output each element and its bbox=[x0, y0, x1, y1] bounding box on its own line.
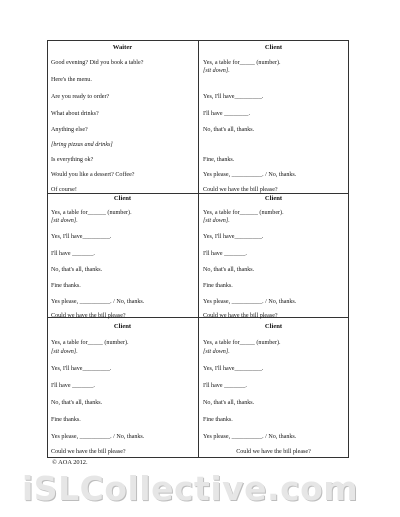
dialogue-line: Would you like a dessert? Coffee? bbox=[51, 172, 135, 178]
dialogue-line: Anything else? bbox=[51, 127, 88, 133]
dialogue-line: No, that's all, thanks. bbox=[51, 400, 103, 406]
dialogue-line: Good evening? Did you book a table? bbox=[51, 60, 144, 66]
dialogue-line: Could we have the bill please? bbox=[236, 449, 311, 455]
cell-title: Client bbox=[113, 195, 132, 202]
dialogue-line: I'll have ________. bbox=[203, 111, 250, 117]
dialogue-line: Yes, a table for_____ (number). bbox=[51, 340, 129, 346]
stage-direction: [sit down]. bbox=[203, 218, 230, 224]
dialogue-line: I'll have _______. bbox=[51, 251, 95, 257]
client-cell-bottom-right bbox=[199, 318, 348, 457]
dialogue-line: Yes, I'll have_________. bbox=[51, 234, 112, 240]
dialogue-line: Could we have the bill please? bbox=[203, 187, 278, 193]
dialogue-line: Yes, a table for______ (number). bbox=[51, 210, 132, 216]
dialogue-line: Yes, I'll have_________. bbox=[203, 234, 264, 240]
dialogue-line: No, that's all, thanks. bbox=[203, 400, 255, 406]
dialogue-line: Could we have the bill please? bbox=[51, 449, 126, 455]
dialogue-line: No, that's all, thanks. bbox=[51, 267, 103, 273]
dialogue-line: Yes please, __________. / No, thanks. bbox=[51, 434, 145, 440]
dialogue-line: Here's the menu. bbox=[51, 77, 92, 83]
cell-title: Client bbox=[264, 44, 283, 51]
client-cell-mid-right bbox=[199, 194, 348, 317]
dialogue-line: Fine thanks. bbox=[51, 283, 81, 289]
cell-title: Client bbox=[264, 195, 283, 202]
dialogue-line: Fine thanks. bbox=[203, 283, 233, 289]
dialogue-line: I'll have _______. bbox=[51, 383, 95, 389]
cell-title: Client bbox=[113, 323, 132, 330]
dialogue-line: Is everything ok? bbox=[51, 157, 94, 163]
cell-title: Waiter bbox=[112, 44, 133, 51]
stage-direction: [sit down]. bbox=[51, 218, 78, 224]
waiter-cell bbox=[47, 40, 198, 193]
dialogue-line: No, that's all, thanks. bbox=[203, 267, 255, 273]
dialogue-line: Yes, a table for______ (number). bbox=[203, 210, 284, 216]
site-watermark: iSLCollective.com bbox=[22, 469, 359, 508]
dialogue-line: What about drinks? bbox=[51, 111, 99, 117]
dialogue-line: Yes, a table for_____ (number). bbox=[203, 60, 281, 66]
client-cell-mid-left bbox=[47, 194, 198, 317]
dialogue-line: Yes please, __________. / No, thanks. bbox=[203, 299, 297, 305]
stage-direction: [sit down]. bbox=[51, 349, 78, 355]
stage-direction: [sit down]. bbox=[203, 68, 230, 74]
dialogue-line: Fine thanks. bbox=[203, 417, 233, 423]
dialogue-line: Fine, thanks. bbox=[203, 157, 235, 163]
dialogue-line: Yes please, __________. / No, thanks. bbox=[203, 434, 297, 440]
dialogue-line: I'll have _______. bbox=[203, 383, 247, 389]
dialogue-line: Yes, I'll have_________. bbox=[203, 94, 264, 100]
dialogue-line: Of course! bbox=[51, 187, 77, 193]
client-cell-top-right bbox=[199, 40, 348, 193]
dialogue-line: Could we have the bill please? bbox=[203, 313, 278, 319]
dialogue-line: Yes, I'll have_________. bbox=[203, 366, 264, 372]
dialogue-line: No, that's all, thanks. bbox=[203, 127, 255, 133]
dialogue-line: Yes, a table for_____ (number). bbox=[203, 340, 281, 346]
cell-title: Client bbox=[264, 323, 283, 330]
dialogue-line: Yes please, __________. / No, thanks. bbox=[203, 172, 297, 178]
dialogue-line: Yes please, __________. / No, thanks. bbox=[51, 299, 145, 305]
dialogue-line: Could we have the bill please? bbox=[51, 313, 126, 319]
stage-direction: [sit down]. bbox=[203, 349, 230, 355]
dialogue-line: I'll have _______. bbox=[203, 251, 247, 257]
dialogue-line: Fine thanks. bbox=[51, 417, 81, 423]
client-cell-bottom-left bbox=[47, 318, 198, 457]
copyright-notice: © AOA 2012. bbox=[52, 459, 88, 466]
dialogue-line: Are you ready to order? bbox=[51, 94, 110, 100]
dialogue-line: Yes, I'll have_________. bbox=[51, 366, 112, 372]
stage-direction: [bring pizzas and drinks] bbox=[51, 142, 113, 148]
